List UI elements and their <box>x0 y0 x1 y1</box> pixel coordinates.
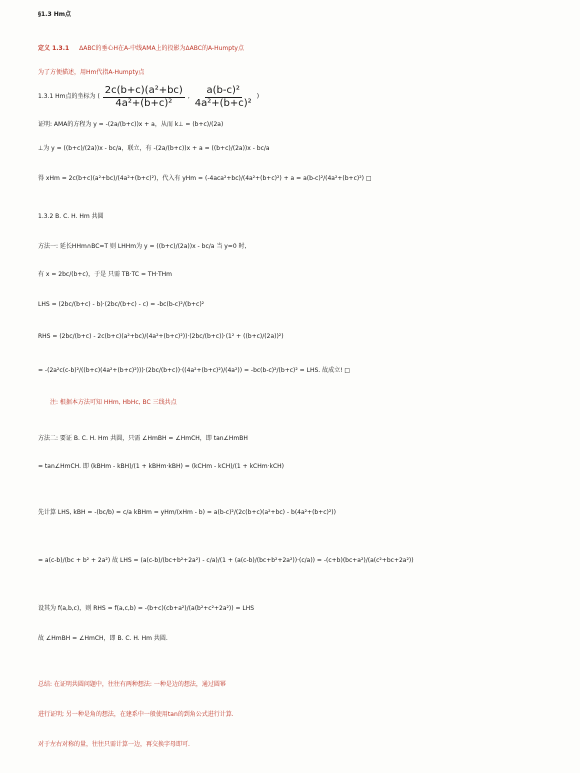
note-line: 注: 根据本方法可知 HHm, HbHc, BC 三线共点 <box>50 399 177 406</box>
proof-line: ⊥为 y = ((b+c)/(2a))x - bc/a，联立，有 -(2a/(b+c))x + a = ((b+c)/(2a))x - bc/a <box>38 145 270 152</box>
method2-line: = tan∠HmCH. 即 (kBHm - kBH)/(1 + kBHm·kBH) = (kCHm - kCH)/(1 + kCHm·kCH) <box>38 463 285 470</box>
x-coordinate-fraction <box>103 85 185 110</box>
method-line: = -(2a²c(c-b)²/((b+c)(4a²+(b+c)²)))·(2bc/(b+c))·((4a²+(b+c)²)/(4a²)) = -bc(b-c)²/(b+c)² = LHS. 故成立! □ <box>38 367 351 374</box>
y-denominator: 4a²+(b+c)² <box>194 97 252 109</box>
method2-line: 方法二: 要证 B. C. H. Hm 共圆，只需 ∠HmBH = ∠HmCH，即 tan∠HmBH <box>38 435 248 442</box>
y-coordinate-fraction <box>193 85 254 110</box>
proof-line: 证明: AMA的方程为 y = -(2a/(b+c))x + a，从而 k⊥ = (b+c)/(2a) <box>38 121 224 128</box>
coordinate-title: 1.3.1 Hm点的坐标为 ( <box>38 93 100 100</box>
summary-line: 总结: 在证明共圆问题中，往往有两种想法: 一种是边的想法，通过圆幂 <box>38 681 226 688</box>
method-line: LHS = (2bc/(b+c) - b)·(2bc/(b+c) - c) = -bc(b-c)²/(b+c)² <box>38 301 205 308</box>
method-line: 方法一: 延长HHm∩BC=T 则 LHHm为 y = ((b+c)/(2a))x - bc/a 当 y=0 时, <box>38 243 247 250</box>
method2-line: = a(c-b)/(bc + b² + 2a²) 故 LHS = (a(c-b)/(bc+b²+2a²) - c/a)/(1 + (a(c-b)/(bc+b²+2a²))·(c/a)) = -(c+b)(bc+a²)/(a(c²+bc+2a²)) <box>38 557 414 564</box>
x-denominator: 4a²+(b+c)² <box>115 97 173 109</box>
definition-note: 为了方便描述，用Hm代指A-Humpty点 <box>38 69 145 76</box>
method2-line: 先计算 LHS, kBH = -(bc/b) = c/a kBHm = yHm/(xHm - b) = a(b-c)²/(2c(b+c)(a²+bc) - b(4a²+(b+c)²)) <box>38 509 336 516</box>
subsection-title: 1.3.2 B. C. H. Hm 共圆 <box>38 213 104 220</box>
method2-line: 故 ∠HmBH = ∠HmCH，即 B. C. H. Hm 共圆. <box>38 635 168 642</box>
method-line: RHS = (2bc/(b+c) - 2c(b+c)(a²+bc)/(4a²+(b+c)²))·(2bc/(b+c))·(1² + ((b+c)/(2a))²) <box>38 333 284 340</box>
coordinate-line <box>0 84 580 110</box>
definition-label: 定义 1.3.1 <box>38 45 70 52</box>
method2-line: 设其为 f(a,b,c)，则 RHS = f(a,c,b) = -(b+c)(cb+a²)/(a(b²+c²+2a²)) = LHS <box>38 605 255 612</box>
coordinate-close: ) <box>256 93 260 100</box>
x-numerator: 2c(b+c)(a²+bc) <box>104 84 183 96</box>
method-line: 有 x = 2bc/(b+c)，于是 只需 TB·TC = TH·THm <box>38 271 173 278</box>
section-title: §1.3 Hm点 <box>38 11 71 18</box>
coordinate-comma: , <box>187 93 190 100</box>
summary-line: 进行证明; 另一种是角的想法，在建系中一般使用tan的到角公式进行计算. <box>38 711 234 718</box>
definition-text: ΔABC的垂心H在A-中线AMA上的投影为ΔABC的A-Humpty点 <box>79 45 244 52</box>
proof-line: 得 xHm = 2c(b+c)(a²+bc)/(4a²+(b+c)²)，代入有 yHm = (-4aca²+bc)/(4a²+(b+c)²) + a = a(b-c)²/(4a²+(b+c)²) □ <box>38 175 372 182</box>
summary-line: 对于左右对称的量，往往只需计算一边，再交换字母即可. <box>38 741 190 748</box>
definition-line <box>0 42 580 56</box>
y-numerator: a(b-c)² <box>206 84 240 96</box>
